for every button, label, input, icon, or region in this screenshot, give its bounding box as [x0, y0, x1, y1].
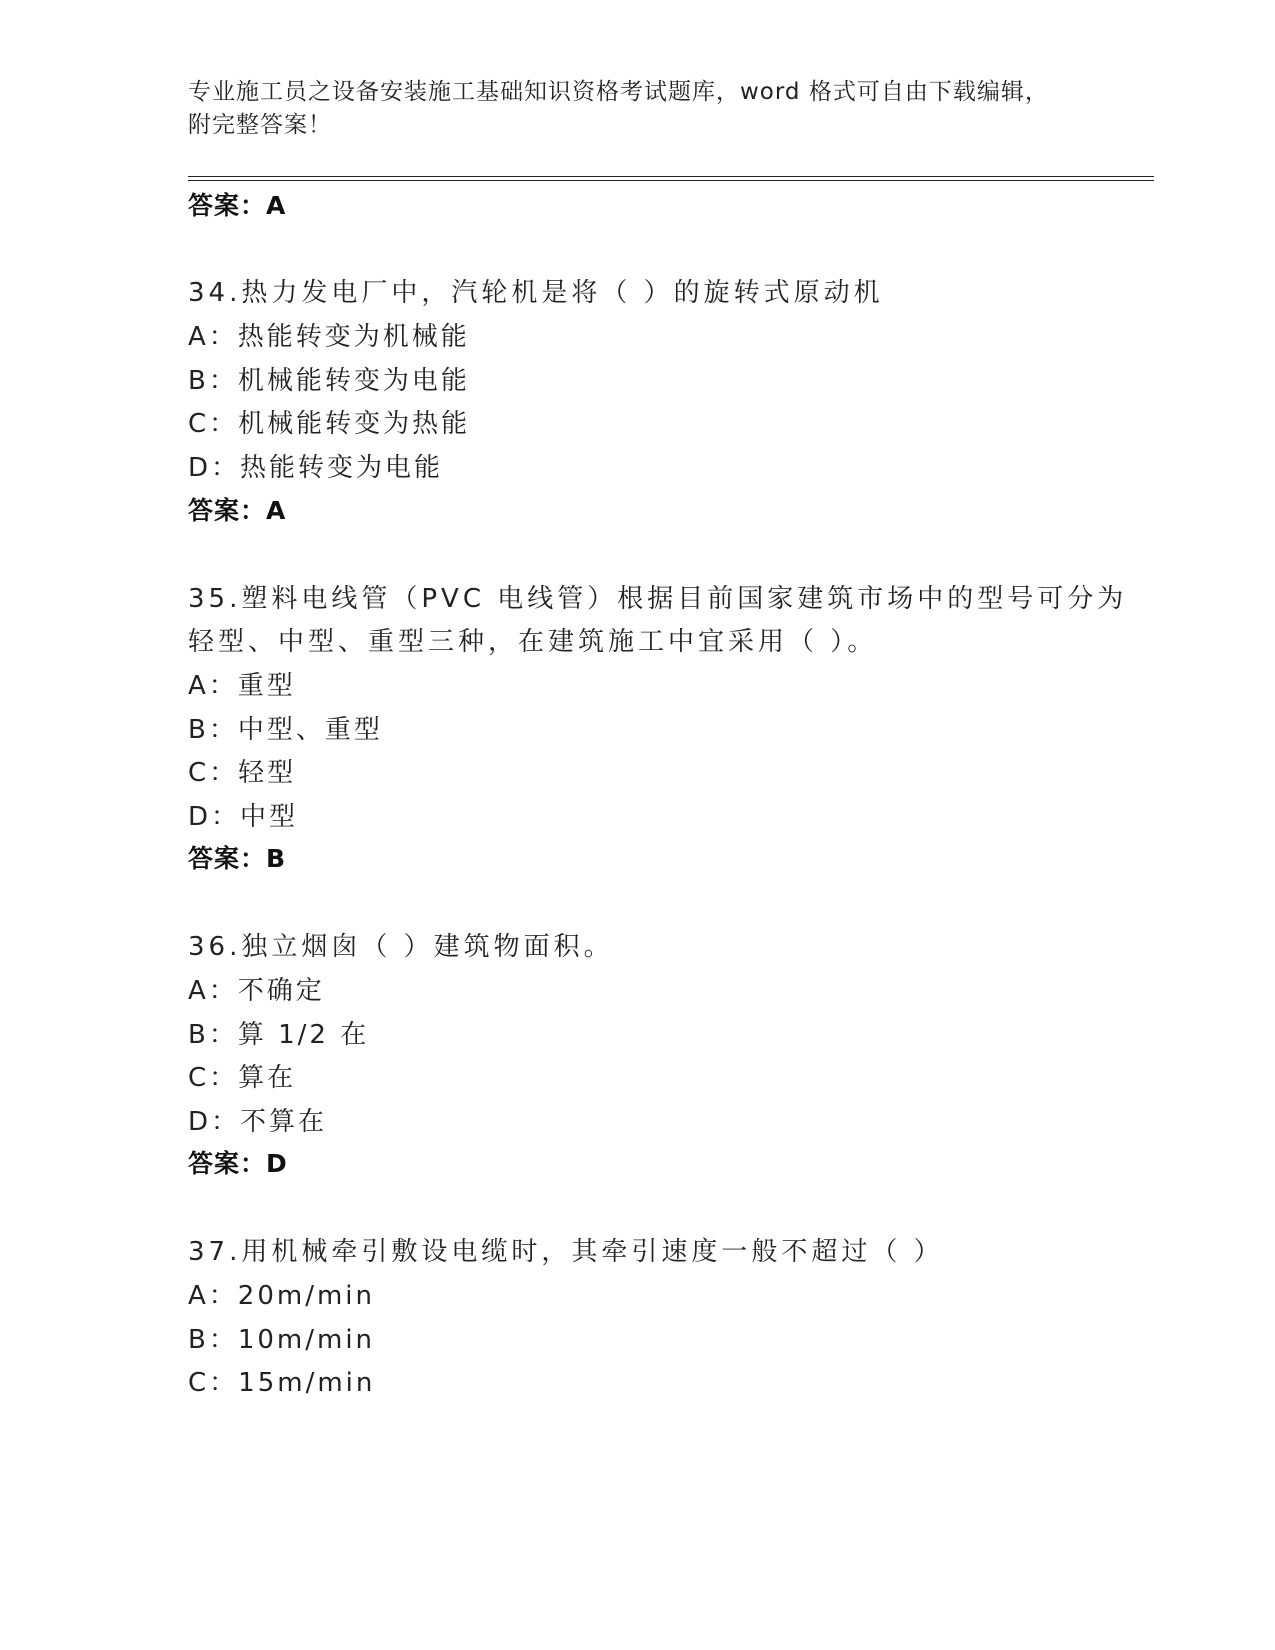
question-35-text-line-2: 轻型、中型、重型三种，在建筑施工中宜采用（ ）。: [188, 627, 878, 657]
question-36-option-a: A：不确定: [188, 976, 325, 1006]
header-line-2: 附完整答案！: [188, 112, 332, 138]
question-37-option-b: B：10m/min: [188, 1325, 376, 1355]
question-35-option-b: B：中型、重型: [188, 715, 383, 745]
header-line-1: 专业施工员之设备安装施工基础知识资格考试题库，word 格式可自由下载编辑，: [188, 79, 1049, 105]
question-34-answer: 答案：A: [188, 496, 287, 525]
question-35-option-c: C：轻型: [188, 758, 297, 788]
question-34-option-b: B：机械能转变为电能: [188, 366, 470, 396]
question-36-option-c: C：算在: [188, 1063, 297, 1093]
question-36-option-b: B：算 1/2 在: [188, 1020, 370, 1050]
document-header: [188, 76, 1068, 142]
question-35-text-line-1: 35.塑料电线管（PVC 电线管）根据目前国家建筑市场中的型号可分为: [188, 584, 1128, 614]
question-36-option-d: D：不算在: [188, 1107, 328, 1137]
question-36-text: 36.独立烟囱（ ）建筑物面积。: [188, 932, 614, 962]
question-37-text: 37.用机械牵引敷设电缆时，其牵引速度一般不超过（ ）: [188, 1237, 944, 1267]
question-37-option-c: C：15m/min: [188, 1368, 376, 1398]
document-page: [188, 0, 1188, 1650]
question-35-option-d: D：中型: [188, 802, 299, 832]
question-35-answer: 答案：B: [188, 844, 287, 873]
question-36-answer: 答案：D: [188, 1149, 288, 1178]
header-rule-top: [188, 176, 1154, 177]
question-34-text: 34.热力发电厂中，汽轮机是将（ ）的旋转式原动机: [188, 278, 884, 308]
question-34-option-a: A：热能转变为机械能: [188, 322, 470, 352]
question-34-option-c: C：机械能转变为热能: [188, 409, 471, 439]
question-34-option-d: D：热能转变为电能: [188, 453, 444, 483]
question-37-option-a: A：20m/min: [188, 1281, 375, 1311]
previous-answer: 答案：A: [188, 191, 287, 220]
header-rule-bottom: [188, 180, 1154, 181]
question-35-option-a: A：重型: [188, 671, 296, 701]
